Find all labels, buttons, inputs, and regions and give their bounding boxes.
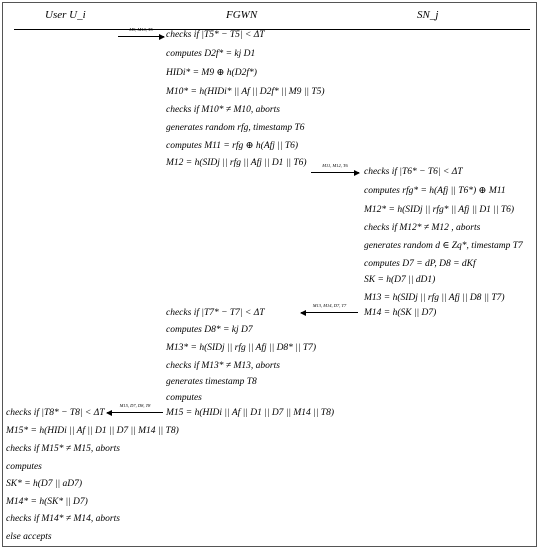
sn-line: computes rfg* = h(Afj || T6*) ⊕ M11 [364,186,506,196]
fgwn-line: M13* = h(SIDj || rfg || Afj || D8* || T7) [166,343,317,353]
sn-line: checks if |T6* − T6| < ΔT [364,167,463,177]
message-arrow-sn-to-fgwn [301,303,358,319]
arrow-head [354,170,360,176]
user-line: M15* = h(HIDi || Af || D1 || D7 || M14 || T8) [6,426,179,436]
arrow-head [300,310,306,316]
user-line: computes [6,462,42,472]
fgwn-line: HIDi* = M9 ⊕ h(D2f*) [166,68,257,78]
user-line: checks if |T8* − T8| < ΔT [6,408,105,418]
user-line: checks if M15* ≠ M15, aborts [6,444,120,454]
message-label-1: M9, M10, T5 [129,27,153,32]
fgwn-line: M15 = h(HIDi || Af || D1 || D7 || M14 || T8) [166,408,334,418]
arrow-shaft [301,312,358,313]
header-rule [14,29,530,30]
fgwn-line: checks if |T5* − T5| < ΔT [166,30,265,40]
user-line: else accepts [6,532,52,542]
fgwn-line: generates timestamp T8 [166,377,257,387]
message-arrow-user-to-fgwn [118,27,164,43]
header-user: User U_i [45,9,86,21]
diagram-border [2,2,537,547]
fgwn-line: checks if M13* ≠ M13, aborts [166,361,280,371]
user-line: M14* = h(SK* || D7) [6,497,88,507]
sn-line: generates random d ∈ Zq*, timestamp T7 [364,241,523,251]
fgwn-line: checks if |T7* − T7| < ΔT [166,308,265,318]
user-line: checks if M14* ≠ M14, aborts [6,514,120,524]
sn-line: checks if M12* ≠ M12 , aborts [364,223,481,233]
header-fgwn: FGWN [226,9,258,21]
fgwn-line: M10* = h(HIDi* || Af || D2f* || M9 || T5) [166,87,325,97]
fgwn-line: computes [166,393,202,403]
message-arrow-fgwn-to-user [107,403,163,419]
arrow-shaft [118,36,164,37]
sn-line: M12* = h(SIDj || rfg* || Afj || D1 || T6) [364,205,515,215]
sn-line: M13 = h(SIDj || rfg || Afj || D8 || T7) [364,293,505,303]
arrow-shaft [107,412,163,413]
sn-line: SK = h(D7 || dD1) [364,275,436,285]
arrow-head [159,34,165,40]
message-label-2: M11, M12, T6 [322,163,348,168]
fgwn-line: computes D8* = kj D7 [166,325,253,335]
sn-line: M14 = h(SK || D7) [364,308,437,318]
fgwn-line: generates random rfg, timestamp T6 [166,123,305,133]
fgwn-line: computes M11 = rfg ⊕ h(Afj || T6) [166,141,299,151]
fgwn-line: M12 = h(SIDj || rfg || Afj || D1 || T6) [166,158,307,168]
sn-line: computes D7 = dP, D8 = dKf [364,259,476,269]
user-line: SK* = h(D7 || aD7) [6,479,83,489]
arrow-head [106,410,112,416]
message-label-3: M13, M14, D7, T7 [312,303,347,308]
message-label-4: M15, D7, D8, T8 [119,403,151,408]
header-sn: SN_j [417,9,439,21]
message-arrow-fgwn-to-sn [311,163,359,179]
fgwn-line: computes D2f* = kj D1 [166,49,256,59]
fgwn-line: checks if M10* ≠ M10, aborts [166,105,280,115]
arrow-shaft [311,172,359,173]
